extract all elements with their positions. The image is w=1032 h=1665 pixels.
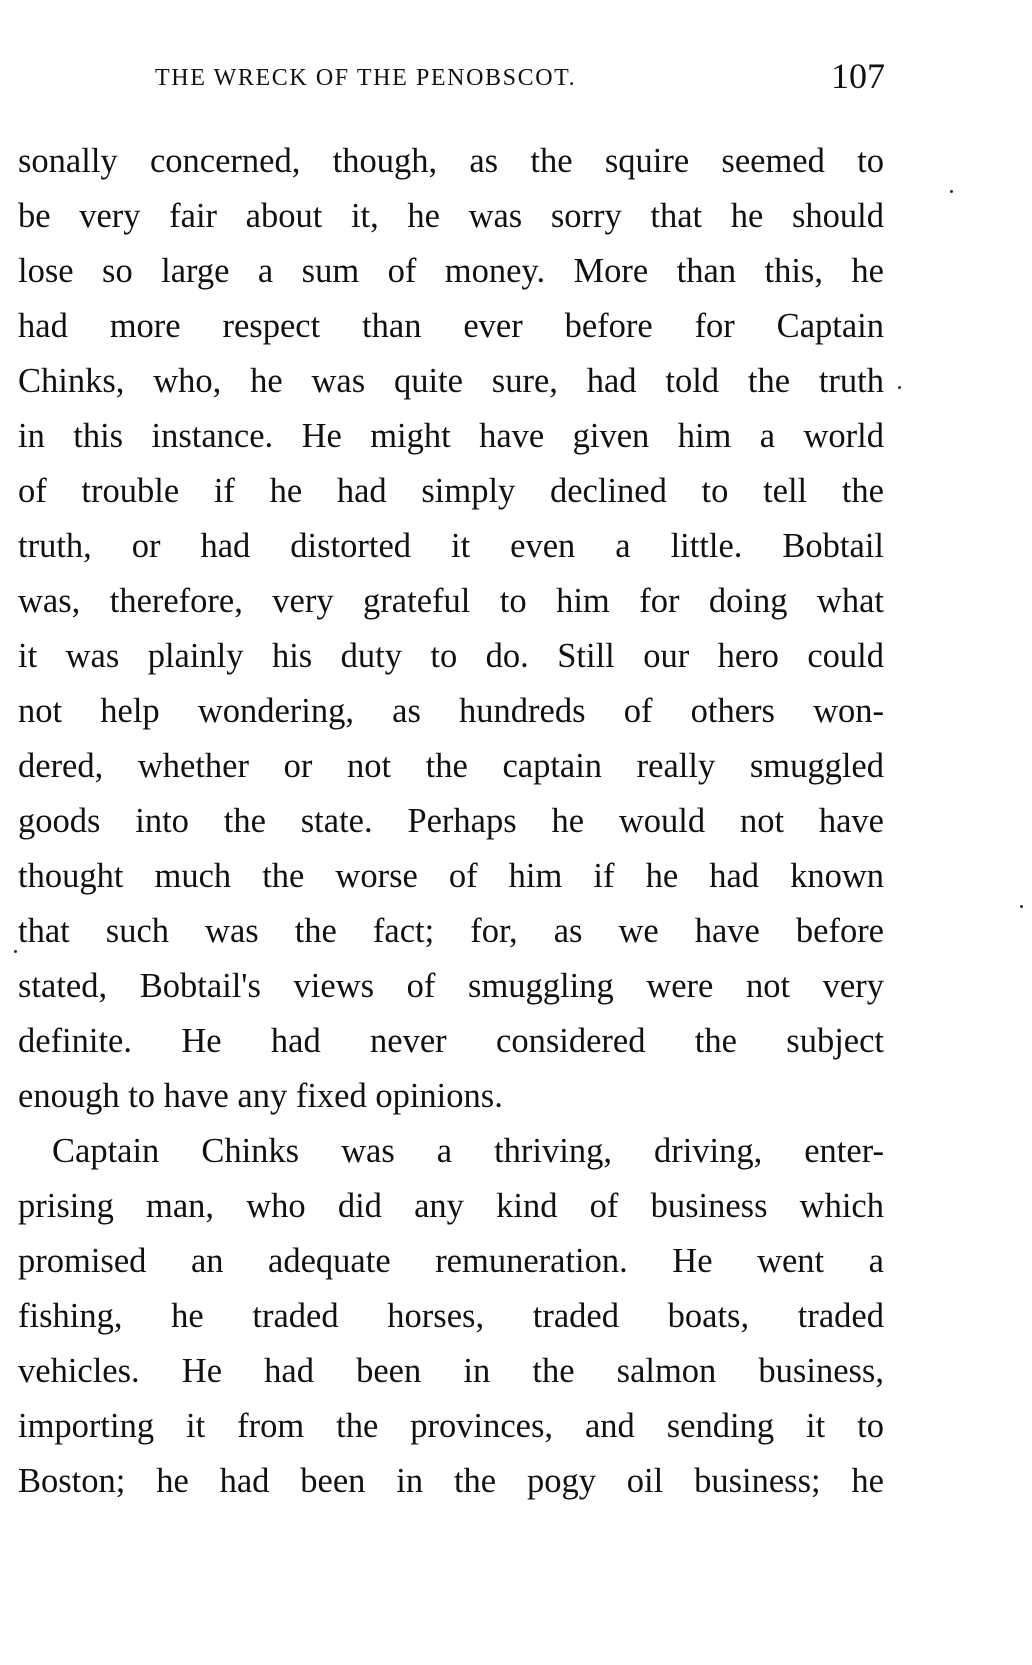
body-text [18, 134, 884, 1509]
running-head [145, 55, 885, 105]
text-line: be very fair about it, he was sorry that he should [18, 197, 884, 235]
text-line: vehicles. He had been in the salmon business, [18, 1352, 884, 1390]
text-line: in this instance. He might have given him a world [18, 417, 884, 455]
text-line: dered, whether or not the captain really smuggled [18, 747, 884, 785]
text-line: stated, Bobtail's views of smuggling were not very [18, 967, 884, 1005]
text-line: had more respect than ever before for Captain [18, 307, 884, 345]
page-number: 107 [831, 56, 885, 96]
text-line: it was plainly his duty to do. Still our hero could [18, 637, 884, 675]
print-speck [14, 950, 17, 953]
text-line: lose so large a sum of money. More than this, he [18, 252, 884, 290]
text-line: that such was the fact; for, as we have before [18, 912, 884, 950]
text-line: importing it from the provinces, and sending it to [18, 1407, 884, 1445]
text-line: prising man, who did any kind of business which [18, 1187, 884, 1225]
text-line: goods into the state. Perhaps he would not have [18, 802, 884, 840]
text-line: truth, or had distorted it even a little. Bobtail [18, 527, 884, 565]
text-line: Captain Chinks was a thriving, driving, enter- [52, 1132, 884, 1170]
text-line: fishing, he traded horses, traded boats, traded [18, 1297, 884, 1335]
text-line: enough to have any fixed opinions. [18, 1077, 503, 1115]
paragraph [18, 134, 884, 1124]
text-line: sonally concerned, though, as the squire seemed to [18, 142, 884, 180]
text-line: Boston; he had been in the pogy oil business; he [18, 1462, 884, 1500]
text-line: definite. He had never considered the subject [18, 1022, 884, 1060]
text-line: of trouble if he had simply declined to tell the [18, 472, 884, 510]
print-speck [898, 386, 901, 389]
paragraph [18, 1124, 884, 1509]
text-line: not help wondering, as hundreds of others won- [18, 692, 884, 730]
text-line: Chinks, who, he was quite sure, had told the truth [18, 362, 884, 400]
running-title: THE WRECK OF THE PENOBSCOT. [155, 65, 577, 91]
text-line: was, therefore, very grateful to him for doing what [18, 582, 884, 620]
print-speck [950, 190, 953, 193]
text-line: thought much the worse of him if he had known [18, 857, 884, 895]
text-line: promised an adequate remuneration. He went a [18, 1242, 884, 1280]
print-speck [1020, 905, 1023, 908]
